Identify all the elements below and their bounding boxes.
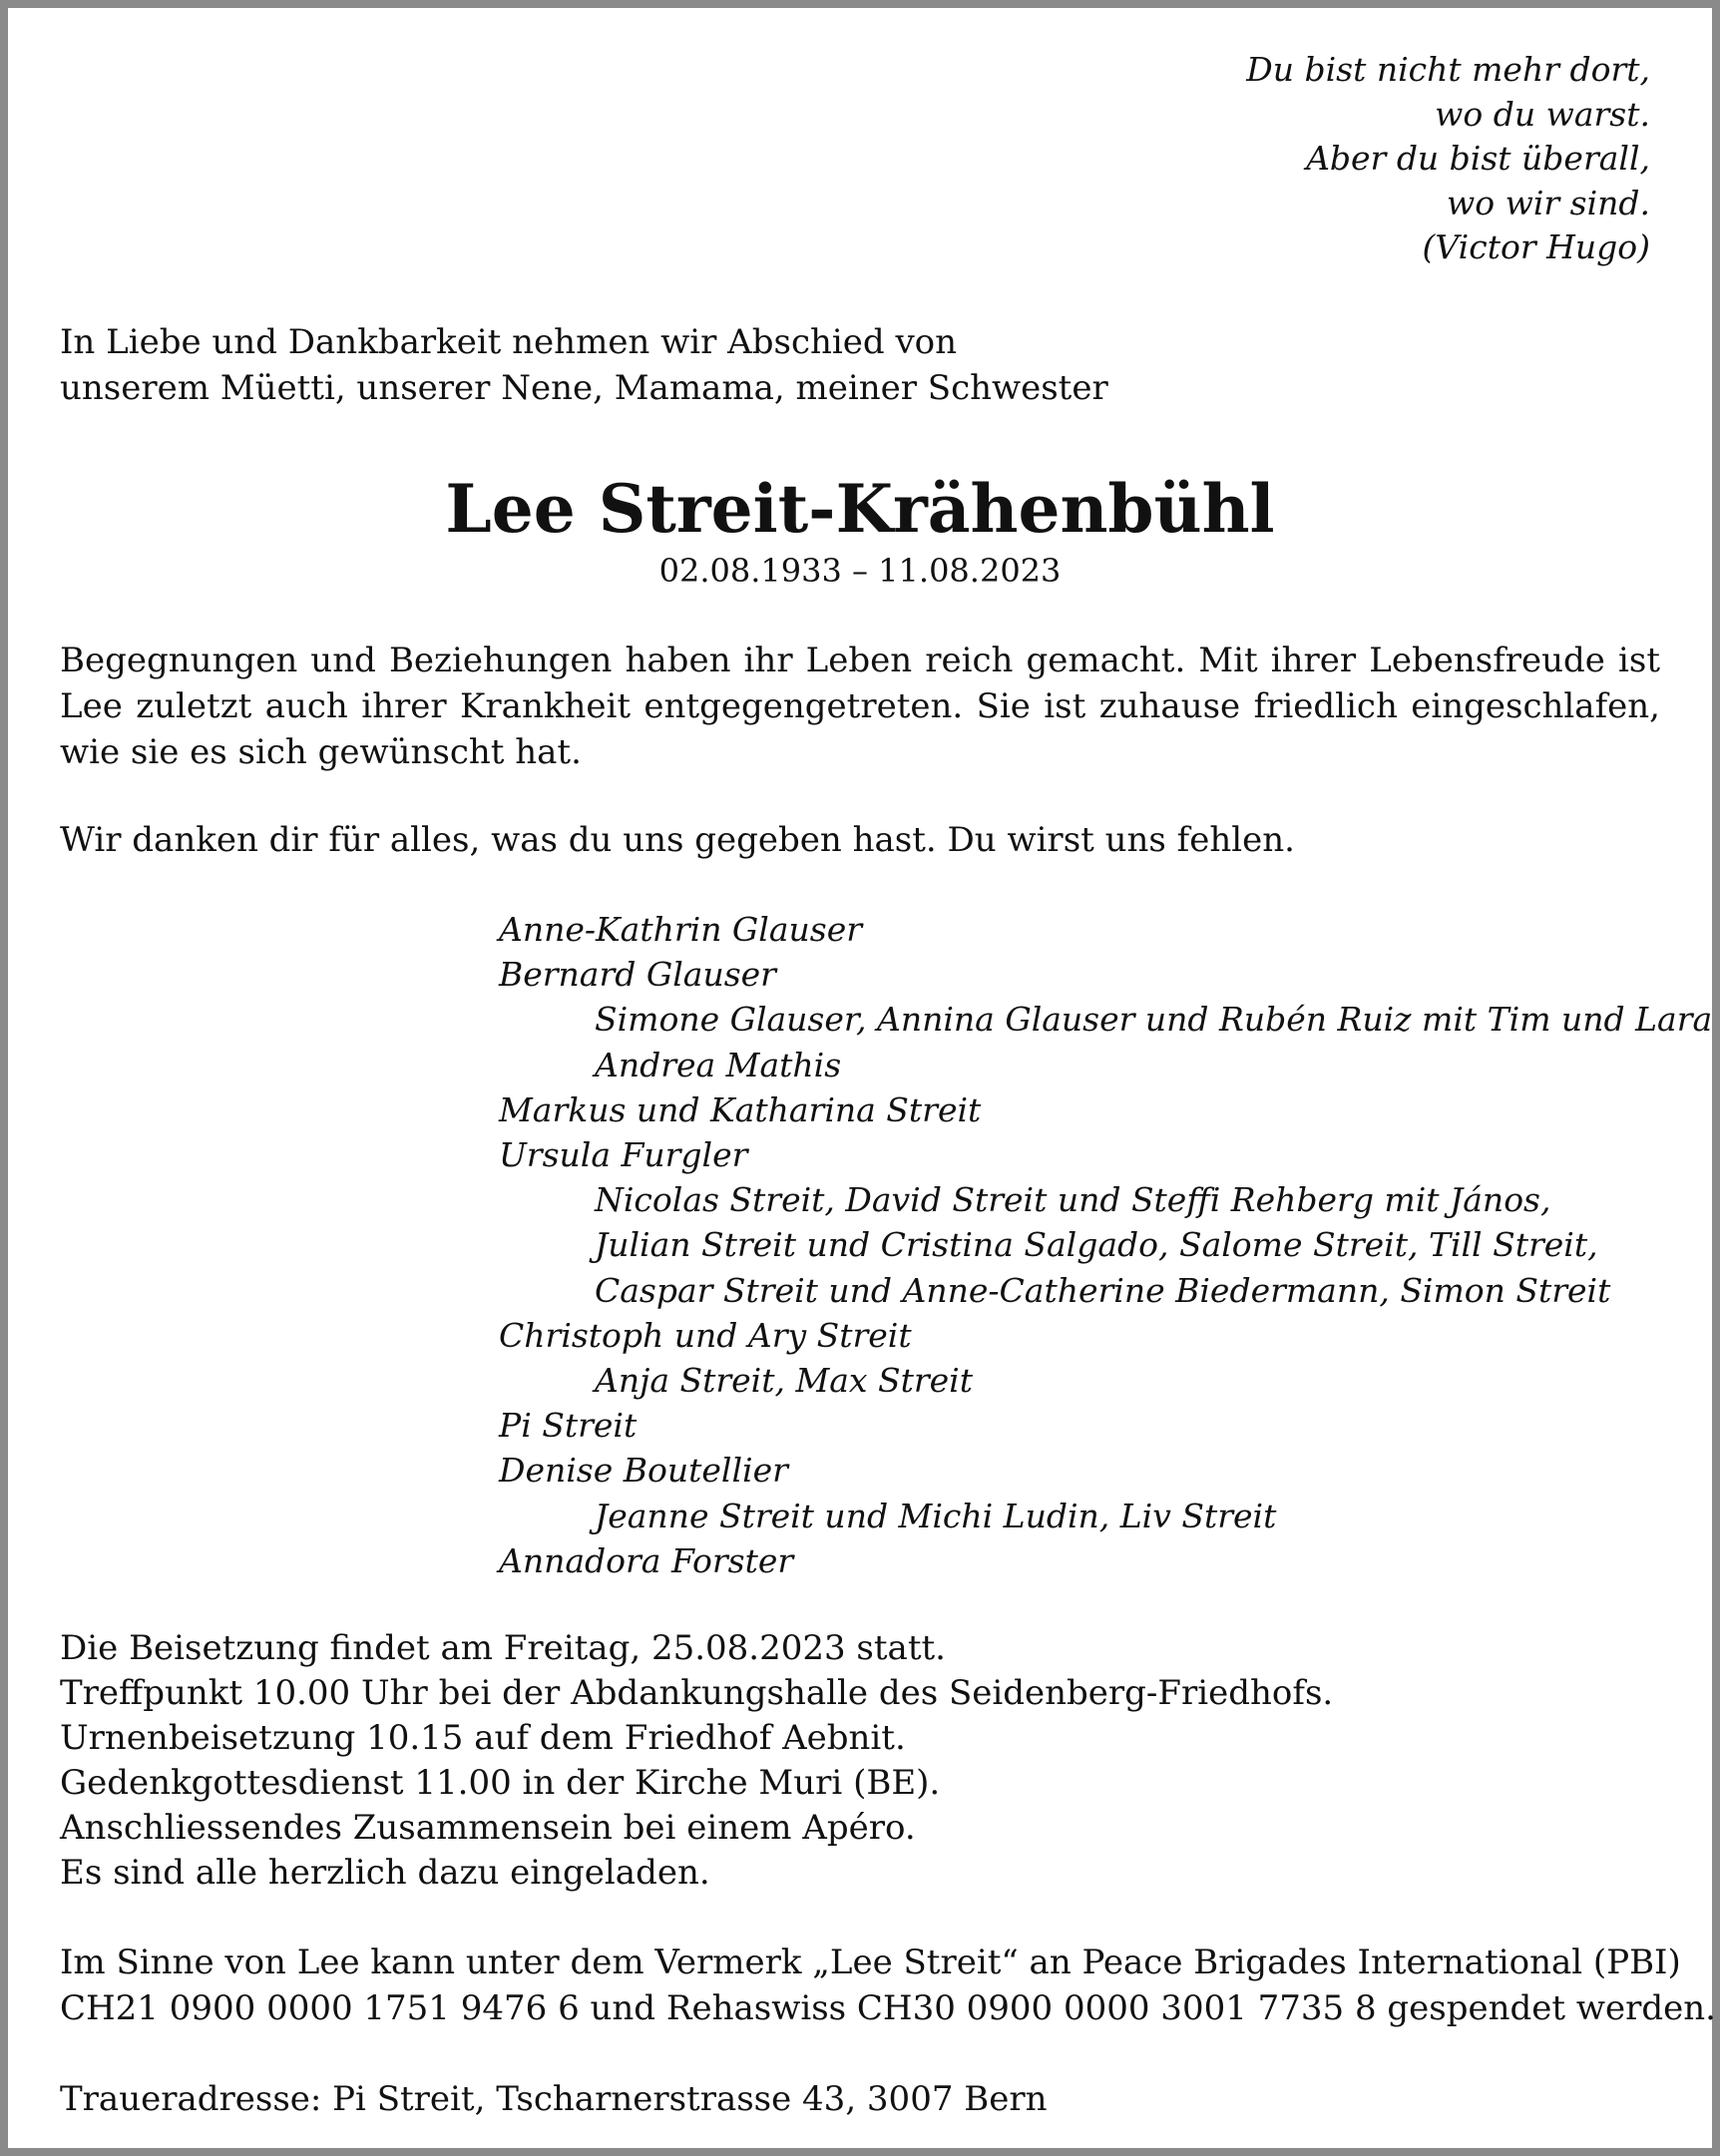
mourner-entry: Ursula Furgler xyxy=(499,1135,748,1175)
donation-line: CH21 0900 0000 1751 9476 6 und Rehaswiss CH30 0900 0000 3001 7735 8 gespendet werden. xyxy=(60,1988,1716,2028)
mourner-entry: Anne-Kathrin Glauser xyxy=(499,910,863,949)
mourner-entry: Jeanne Streit und Michi Ludin, Liv Streit xyxy=(595,1496,1277,1535)
quote-block xyxy=(1246,48,1650,270)
service-line: Die Beisetzung findet am Freitag, 25.08.2023 statt. xyxy=(60,1628,946,1668)
deceased-name: Lee Streit-Krähenbühl xyxy=(445,470,1275,548)
intro-text xyxy=(60,319,1108,411)
mourning-address: Traueradresse: Pi Streit, Tscharnerstrasse 43, 3007 Bern xyxy=(60,2079,1048,2119)
mourner-entry: Simone Glauser, Annina Glauser und Rubén Ruiz mit Tim und Lara xyxy=(595,1000,1713,1040)
quote-line: wo wir sind. xyxy=(1446,183,1650,222)
quote-author: (Victor Hugo) xyxy=(1422,227,1650,266)
bio-paragraph: Begegnungen und Beziehungen haben ihr Leben reich gemacht. Mit ihrer Lebensfreude ist Lee zuletzt auch ihrer Krankheit entgegengetreten. Sie ist zuhause friedlich eingeschlafen, wie sie es sich gewünscht hat. xyxy=(60,641,1660,772)
mourner-entry: Andrea Mathis xyxy=(595,1045,842,1084)
service-info xyxy=(60,1626,1333,1896)
service-line: Es sind alle herzlich dazu eingeladen. xyxy=(60,1853,710,1893)
donation-info xyxy=(60,1940,1716,2031)
mourner-entry: Markus und Katharina Streit xyxy=(499,1089,982,1129)
mourner-entry: Denise Boutellier xyxy=(499,1451,788,1491)
mourner-entry: Caspar Streit und Anne-Catherine Biedermann, Simon Streit xyxy=(595,1270,1611,1310)
quote-line: wo du warst. xyxy=(1435,94,1650,134)
intro-line: In Liebe und Dankbarkeit nehmen wir Abschied von xyxy=(60,322,958,362)
service-line: Anschliessendes Zusammensein bei einem Apéro. xyxy=(60,1808,916,1848)
service-line: Urnenbeisetzung 10.15 auf dem Friedhof Aebnit. xyxy=(60,1718,906,1758)
mourner-entry: Bernard Glauser xyxy=(499,955,776,995)
mourner-entry: Christoph und Ary Streit xyxy=(499,1315,912,1355)
obituary-page xyxy=(8,8,1716,2148)
intro-line: unserem Müetti, unserer Nene, Mamama, meiner Schwester xyxy=(60,368,1108,408)
donation-line: Im Sinne von Lee kann unter dem Vermerk „Lee Streit“ an Peace Brigades International (PBI) xyxy=(60,1942,1681,1982)
life-dates: 02.08.1933 – 11.08.2023 xyxy=(658,552,1062,590)
service-line: Gedenkgottesdienst 11.00 in der Kirche Muri (BE). xyxy=(60,1763,941,1803)
mourner-entry: Pi Streit xyxy=(499,1406,638,1446)
mourner-entry: Nicolas Streit, David Streit und Steffi Rehberg mit János, xyxy=(595,1180,1551,1220)
mourners-list xyxy=(499,907,1712,1583)
service-line: Treffpunkt 10.00 Uhr bei der Abdankungshalle des Seidenberg-Friedhofs. xyxy=(60,1673,1334,1713)
mourner-entry: Anja Streit, Max Streit xyxy=(595,1361,974,1401)
mourner-entry: Annadora Forster xyxy=(499,1540,794,1580)
quote-line: Aber du bist überall, xyxy=(1306,139,1650,178)
mourner-entry: Julian Streit und Cristina Salgado, Salome Streit, Till Streit, xyxy=(595,1225,1598,1265)
quote-line: Du bist nicht mehr dort, xyxy=(1246,50,1650,89)
thanks-text: Wir danken dir für alles, was du uns gegeben hast. Du wirst uns fehlen. xyxy=(60,820,1295,860)
